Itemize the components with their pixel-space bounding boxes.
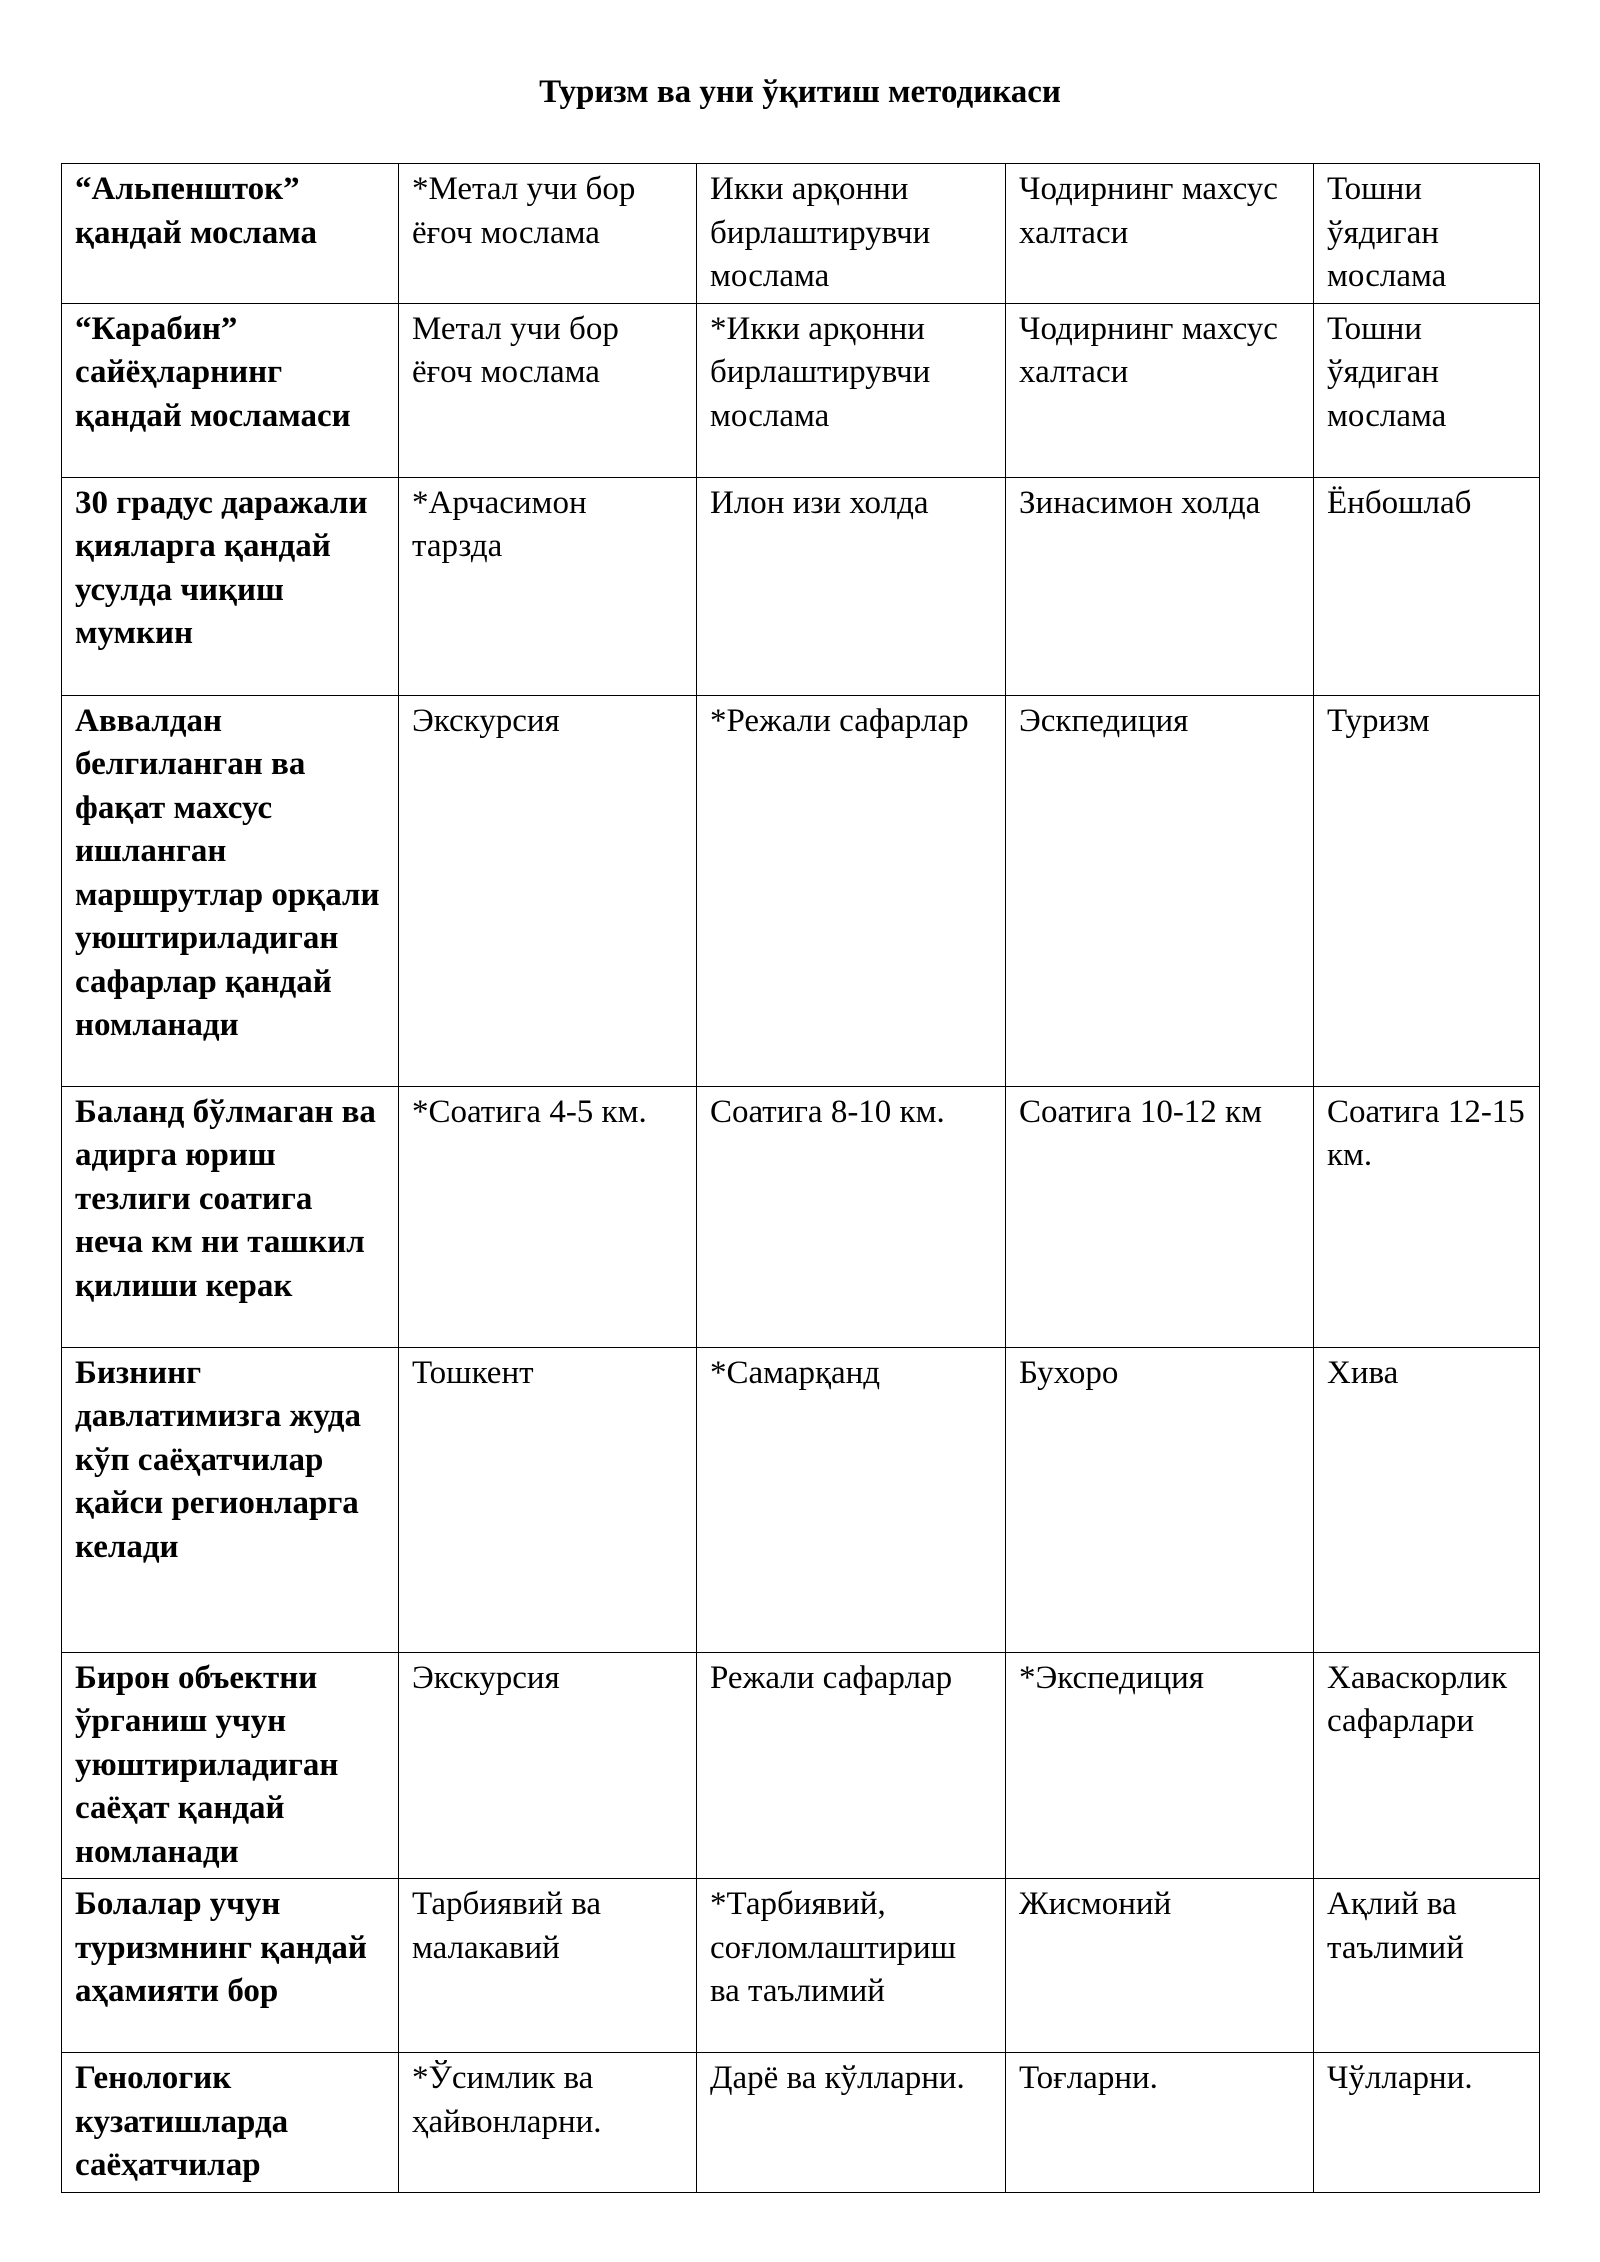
- option-cell: *Экспедиция: [1006, 1652, 1314, 1879]
- option-cell: Соатига 8-10 км.: [697, 1086, 1006, 1347]
- option-cell: *Арчасимон тарзда: [399, 477, 697, 695]
- table-row: [62, 164, 1540, 304]
- option-cell: *Соатига 4-5 км.: [399, 1086, 697, 1347]
- table-row: [62, 303, 1540, 477]
- option-cell: Соатига 12-15 км.: [1314, 1086, 1540, 1347]
- option-cell: *Метал учи бор ёғоч мослама: [399, 164, 697, 304]
- option-cell: Соатига 10-12 км: [1006, 1086, 1314, 1347]
- table-row: [62, 1347, 1540, 1652]
- option-cell: Чодирнинг махсус халтаси: [1006, 164, 1314, 304]
- option-cell: Туризм: [1314, 695, 1540, 1086]
- option-cell: Жисмоний: [1006, 1879, 1314, 2053]
- question-cell: “Альпеншток” қандай мослама: [62, 164, 399, 304]
- option-cell: Ақлий ва таълимий: [1314, 1879, 1540, 2053]
- question-cell: “Карабин” сайёҳларнинг қандай мосламаси: [62, 303, 399, 477]
- question-cell: Генологик кузатишларда саёҳатчилар: [62, 2053, 399, 2193]
- option-cell: Эскпедиция: [1006, 695, 1314, 1086]
- option-cell: Экскурсия: [399, 695, 697, 1086]
- option-cell: *Ўсимлик ва ҳайвонларни.: [399, 2053, 697, 2193]
- question-cell: 30 градус даражали қияларга қандай усулда чиқиш мумкин: [62, 477, 399, 695]
- option-cell: Хаваскорлик сафарлари: [1314, 1652, 1540, 1879]
- option-cell: Режали сафарлар: [697, 1652, 1006, 1879]
- option-cell: *Тарбиявий, соғломлаштириш ва таълимий: [697, 1879, 1006, 2053]
- option-cell: Тарбиявий ва малакавий: [399, 1879, 697, 2053]
- quiz-table: [61, 163, 1540, 2193]
- option-cell: Зинасимон холда: [1006, 477, 1314, 695]
- option-cell: Тоғларни.: [1006, 2053, 1314, 2193]
- option-cell: Бухоро: [1006, 1347, 1314, 1652]
- table-row: [62, 1879, 1540, 2053]
- option-cell: Илон изи холда: [697, 477, 1006, 695]
- option-cell: Чодирнинг махсус халтаси: [1006, 303, 1314, 477]
- option-cell: Тошни ўядиган мослама: [1314, 164, 1540, 304]
- option-cell: Ёнбошлаб: [1314, 477, 1540, 695]
- option-cell: *Самарқанд: [697, 1347, 1006, 1652]
- table-row: [62, 1086, 1540, 1347]
- question-cell: Бирон объектни ўрганиш учун уюштириладиган саёҳат қандай номланади: [62, 1652, 399, 1879]
- option-cell: Метал учи бор ёғоч мослама: [399, 303, 697, 477]
- table-row: [62, 2053, 1540, 2193]
- question-cell: Аввалдан белгиланган ва фақат махсус ишланган маршрутлар орқали уюштириладиган сафарлар қандай номланади: [62, 695, 399, 1086]
- option-cell: Чўлларни.: [1314, 2053, 1540, 2193]
- table-row: [62, 695, 1540, 1086]
- question-cell: Баланд бўлмаган ва адирга юриш тезлиги соатига неча км ни ташкил қилиши керак: [62, 1086, 399, 1347]
- option-cell: *Икки арқонни бирлаштирувчи мослама: [697, 303, 1006, 477]
- option-cell: Икки арқонни бирлаштирувчи мослама: [697, 164, 1006, 304]
- option-cell: Экскурсия: [399, 1652, 697, 1879]
- table-row: [62, 477, 1540, 695]
- question-cell: Болалар учун туризмнинг қандай аҳамияти бор: [62, 1879, 399, 2053]
- question-cell: Бизнинг давлатимизга жуда кўп саёҳатчилар қайси регионларга келади: [62, 1347, 399, 1652]
- option-cell: Дарё ва кўлларни.: [697, 2053, 1006, 2193]
- option-cell: Тошни ўядиган мослама: [1314, 303, 1540, 477]
- option-cell: *Режали сафарлар: [697, 695, 1006, 1086]
- option-cell: Хива: [1314, 1347, 1540, 1652]
- page-title: Туризм ва уни ўқитиш методикаси: [539, 74, 1061, 110]
- table-row: [62, 1652, 1540, 1879]
- option-cell: Тошкент: [399, 1347, 697, 1652]
